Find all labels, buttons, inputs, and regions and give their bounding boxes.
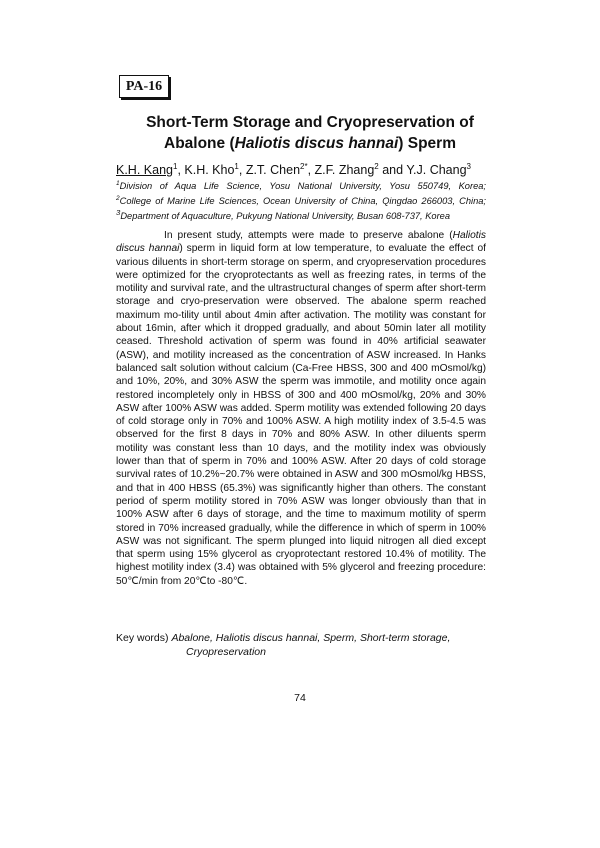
keywords-values: Abalone, Haliotis discus hannai, Sperm, Short-term storage, — [171, 632, 451, 644]
affiliations — [116, 178, 486, 223]
author-name: K.H. Kang — [116, 163, 173, 178]
affiliation-line: $^2$College of Marine Life Sciences, Ocean University of China, Qingdao 266003, China; — [116, 194, 486, 206]
author-name: Y.J. Chang — [406, 163, 467, 178]
keywords-values-cont: Cryopreservation — [186, 646, 266, 658]
title-species: Haliotis discus hannai — [234, 135, 399, 152]
page-number: 74 — [294, 692, 306, 704]
title-line-1: Short-Term Storage and Cryopreservation of — [146, 114, 474, 131]
paper-title — [100, 112, 520, 154]
author-name: K.H. Kho — [184, 163, 235, 178]
author-name: Z.T. Chen — [245, 163, 301, 178]
author-list: K.H. Kang$^1$, K.H. Kho$^1$, Z.T. Chen$^{2*}$, Z.F. Zhang$^2$ and Y.J. Chang$^3$ — [116, 162, 471, 178]
abstract-species: Haliotis discus hannai — [116, 230, 486, 255]
abstract-code-label: PA-16 — [119, 75, 169, 98]
affiliation-line: $^1$Division of Aqua Life Science, Yosu National University, Yosu 550749, Korea; — [116, 180, 486, 192]
abstract-body: In present study, attempts were made to preserve abalone (Haliotis discus hannai) sperm in liquid form at low temperature, to evaluate the effect of various diluents in short-term storage on sperm, and cryopreservation procedures were optimized for the cryoprotectants as well as freezing rates, in terms of the motility and survival rate, and the ultrastructural changes of sperm after short-term storage and cryo-preservation were observed. The abalone sperm reached maximum mo-tility until about 4min after activation. The motility was constant for about 16min, after which it dropped gradually, and about 50min later all motility ceased. Threshold activation of sperm was found in 40% artificial seawater (ASW), and motility increased as the concentration of ASW increased. In Hanks balanced salt solution without calcium (Ca-Free HBSS, 300 and 400 mOsmol/kg) and 10%, 20%, and 30% ASW the sperm was immotile, and motility once again restored incompletely only in HBSS of 300 and 400 mOsmol/kg, 20% and 30% ASW after 100% ASW was added. Sperm motility was extended following 20 days of cold storage only in 70% and 100% ASW. A high motility index of 3.5-4.5 was observed for the first 8 days in 70% and 80% ASW. In other diluents sperm motility was constant less than 10 days, and the motility index was obviously lower than that of sperm in 70% and 100% ASW. After 20 days of cold storage survival rates of 10.2%~20.7% were obtained in ASW and 300 mOsmol/kg HBSS, and that in 400 HBSS (65.3%) was significantly higher than others. The constant period of sperm motility stored in 70% ASW was longer obviously than that in 100% ASW after 6 days of storage, and the time to maximum motility of sperm stored in 70% increased gradually, while the difference in which of sperm in 100% ASW was not significant. The sperm plunged into liquid nitrogen all died except that sperm using 15% glycerol as cryoprotectant restored 10.4% of motility. The highest motility index (3.4) was obtained with 5% glycerol and freezing procedure: 50℃/min from 20℃to -80℃. — [116, 230, 486, 587]
author-name: Z.F. Zhang — [314, 163, 375, 178]
keywords — [116, 631, 496, 659]
keywords-label: Key words) — [116, 632, 169, 644]
title-line-2: Abalone (Haliotis discus hannai) Sperm — [164, 135, 456, 152]
affiliation-line: $^3$Department of Aquaculture, Pukyung National University, Busan 608-737, Korea — [116, 208, 451, 222]
